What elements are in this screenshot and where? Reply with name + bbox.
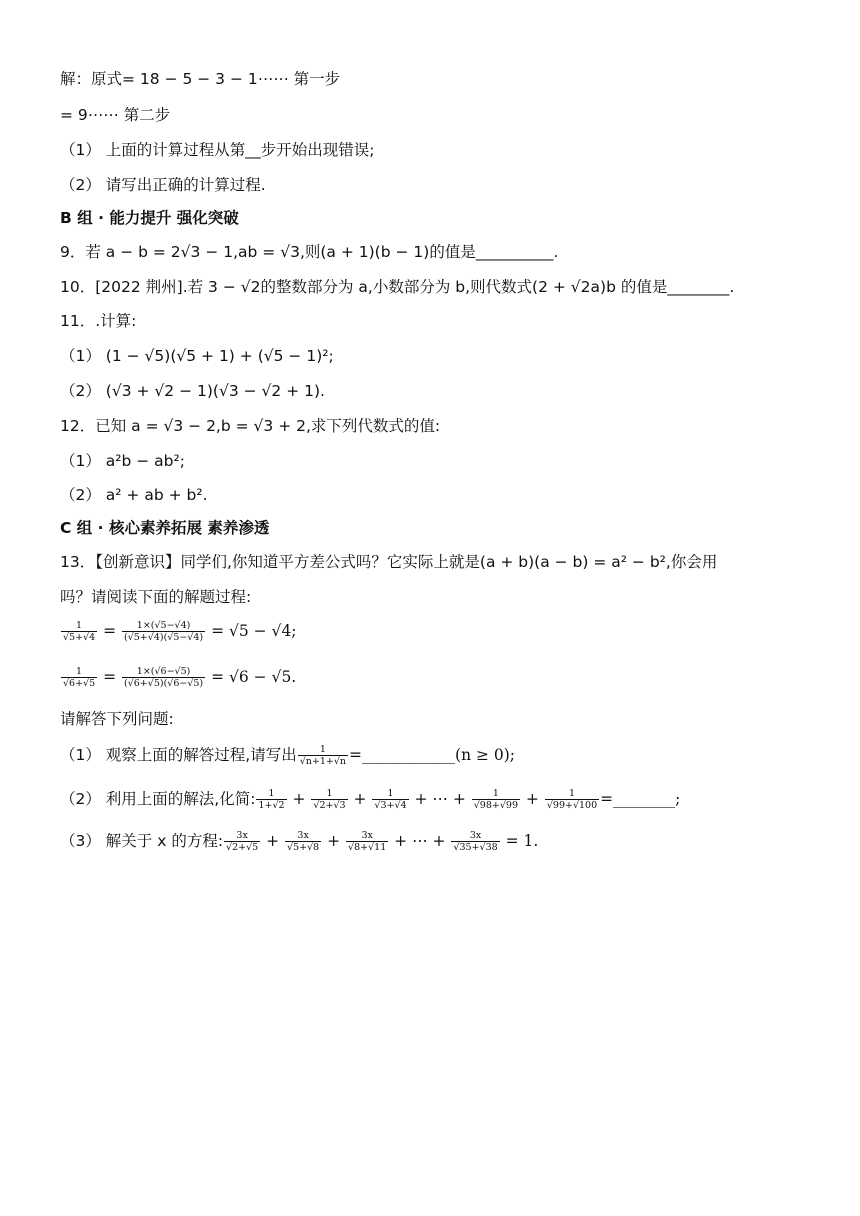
fraction: $\frac{1\times(√5-√4)}{(√5+√4)(√5-√4)}$ [124, 620, 204, 643]
question-10: 10．[2022 荆州].若 3 − √2的整数部分为 a,小数部分为 b,则代数式(2 + √2a)b 的值是________. [60, 278, 735, 296]
q13-part-1: （1） 观察上面的解答过程,请写出 $\frac{1}{√n+1+√n}$ =____________(n ≥ 0); [60, 744, 516, 767]
solution-step-2: = 9⋯⋯ 第二步 [60, 106, 171, 124]
fraction: $\frac{3x}{√2+√5}$ [226, 830, 259, 853]
solution-step-1: 解：原式= 18 − 5 − 3 − 1⋯⋯ 第一步 [60, 70, 341, 88]
fraction: $\frac{1}{√2+√3}$ [313, 788, 346, 811]
q11-part-1: （1） (1 − √5)(√5 + 1) + (√5 − 1)²; [60, 347, 334, 365]
fraction: $\frac{1}{√6+√5}$ [63, 666, 96, 689]
q8-part-2: （2） 请写出正确的计算过程. [60, 176, 266, 194]
fraction: $\frac{1}{√5+√4}$ [63, 620, 96, 643]
q13-part-2: （2） 利用上面的解法,化简: $\frac{1}{1+√2}$ + $\frac{1}{√2+√3}$ + $\frac{1}{√3+√4}$ + ⋯ + $\frac{1}{√98+√99}$ + $\frac{1}{√99+√100}$ =________; [60, 788, 681, 811]
section-c-heading: C 组 · 核心素养拓展 素养渗透 [60, 519, 270, 537]
fraction: $\frac{1}{√98+√99}$ [473, 788, 518, 811]
fraction: $\frac{1}{1+√2}$ [258, 788, 285, 811]
fraction: $\frac{3x}{√35+√38}$ [453, 830, 498, 853]
question-11: 11．.计算: [60, 312, 137, 330]
example-formula-1: $\frac{1}{√5+√4}$ = $\frac{1\times(√5-√4)}{(√5+√4)(√5-√4)}$ = √5 − √4; [63, 620, 297, 643]
fraction: $\frac{3x}{√8+√11}$ [348, 830, 387, 853]
question-13-cont: 吗？请阅读下面的解题过程: [60, 588, 252, 606]
fraction: $\frac{1}{√n+1+√n}$ [299, 744, 347, 767]
q12-part-2: （2） a² + ab + b². [60, 486, 208, 504]
q12-part-1: （1） a²b − ab²; [60, 452, 185, 470]
question-12: 12．已知 a = √3 − 2,b = √3 + 2,求下列代数式的值: [60, 417, 441, 435]
question-9: 9．若 a − b = 2√3 − 1,ab = √3,则(a + 1)(b − 1)的值是__________. [60, 243, 559, 261]
q13-part-3: （3） 解关于 x 的方程: $\frac{3x}{√2+√5}$ + $\frac{3x}{√5+√8}$ + $\frac{3x}{√8+√11}$ + ⋯ + $\frac{3x}{√35+√38}$ = 1. [60, 830, 539, 853]
example-formula-2: $\frac{1}{√6+√5}$ = $\frac{1\times(√6-√5)}{(√6+√5)(√6-√5)}$ = √6 − √5. [63, 666, 297, 689]
question-13: 13．【创新意识】同学们,你知道平方差公式吗？它实际上就是(a + b)(a − b) = a² − b²,你会用 [60, 553, 718, 571]
fraction: $\frac{3x}{√5+√8}$ [287, 830, 320, 853]
fraction: $\frac{1}{√3+√4}$ [374, 788, 407, 811]
fraction: $\frac{1}{√99+√100}$ [546, 788, 598, 811]
q11-part-2: （2） (√3 + √2 − 1)(√3 − √2 + 1). [60, 382, 325, 400]
q8-part-1: （1） 上面的计算过程从第__步开始出现错误; [60, 141, 375, 159]
fraction: $\frac{1\times(√6-√5)}{(√6+√5)(√6-√5)}$ [124, 666, 204, 689]
instruction: 请解答下列问题: [60, 710, 174, 728]
section-b-heading: B 组 · 能力提升 强化突破 [60, 209, 239, 227]
